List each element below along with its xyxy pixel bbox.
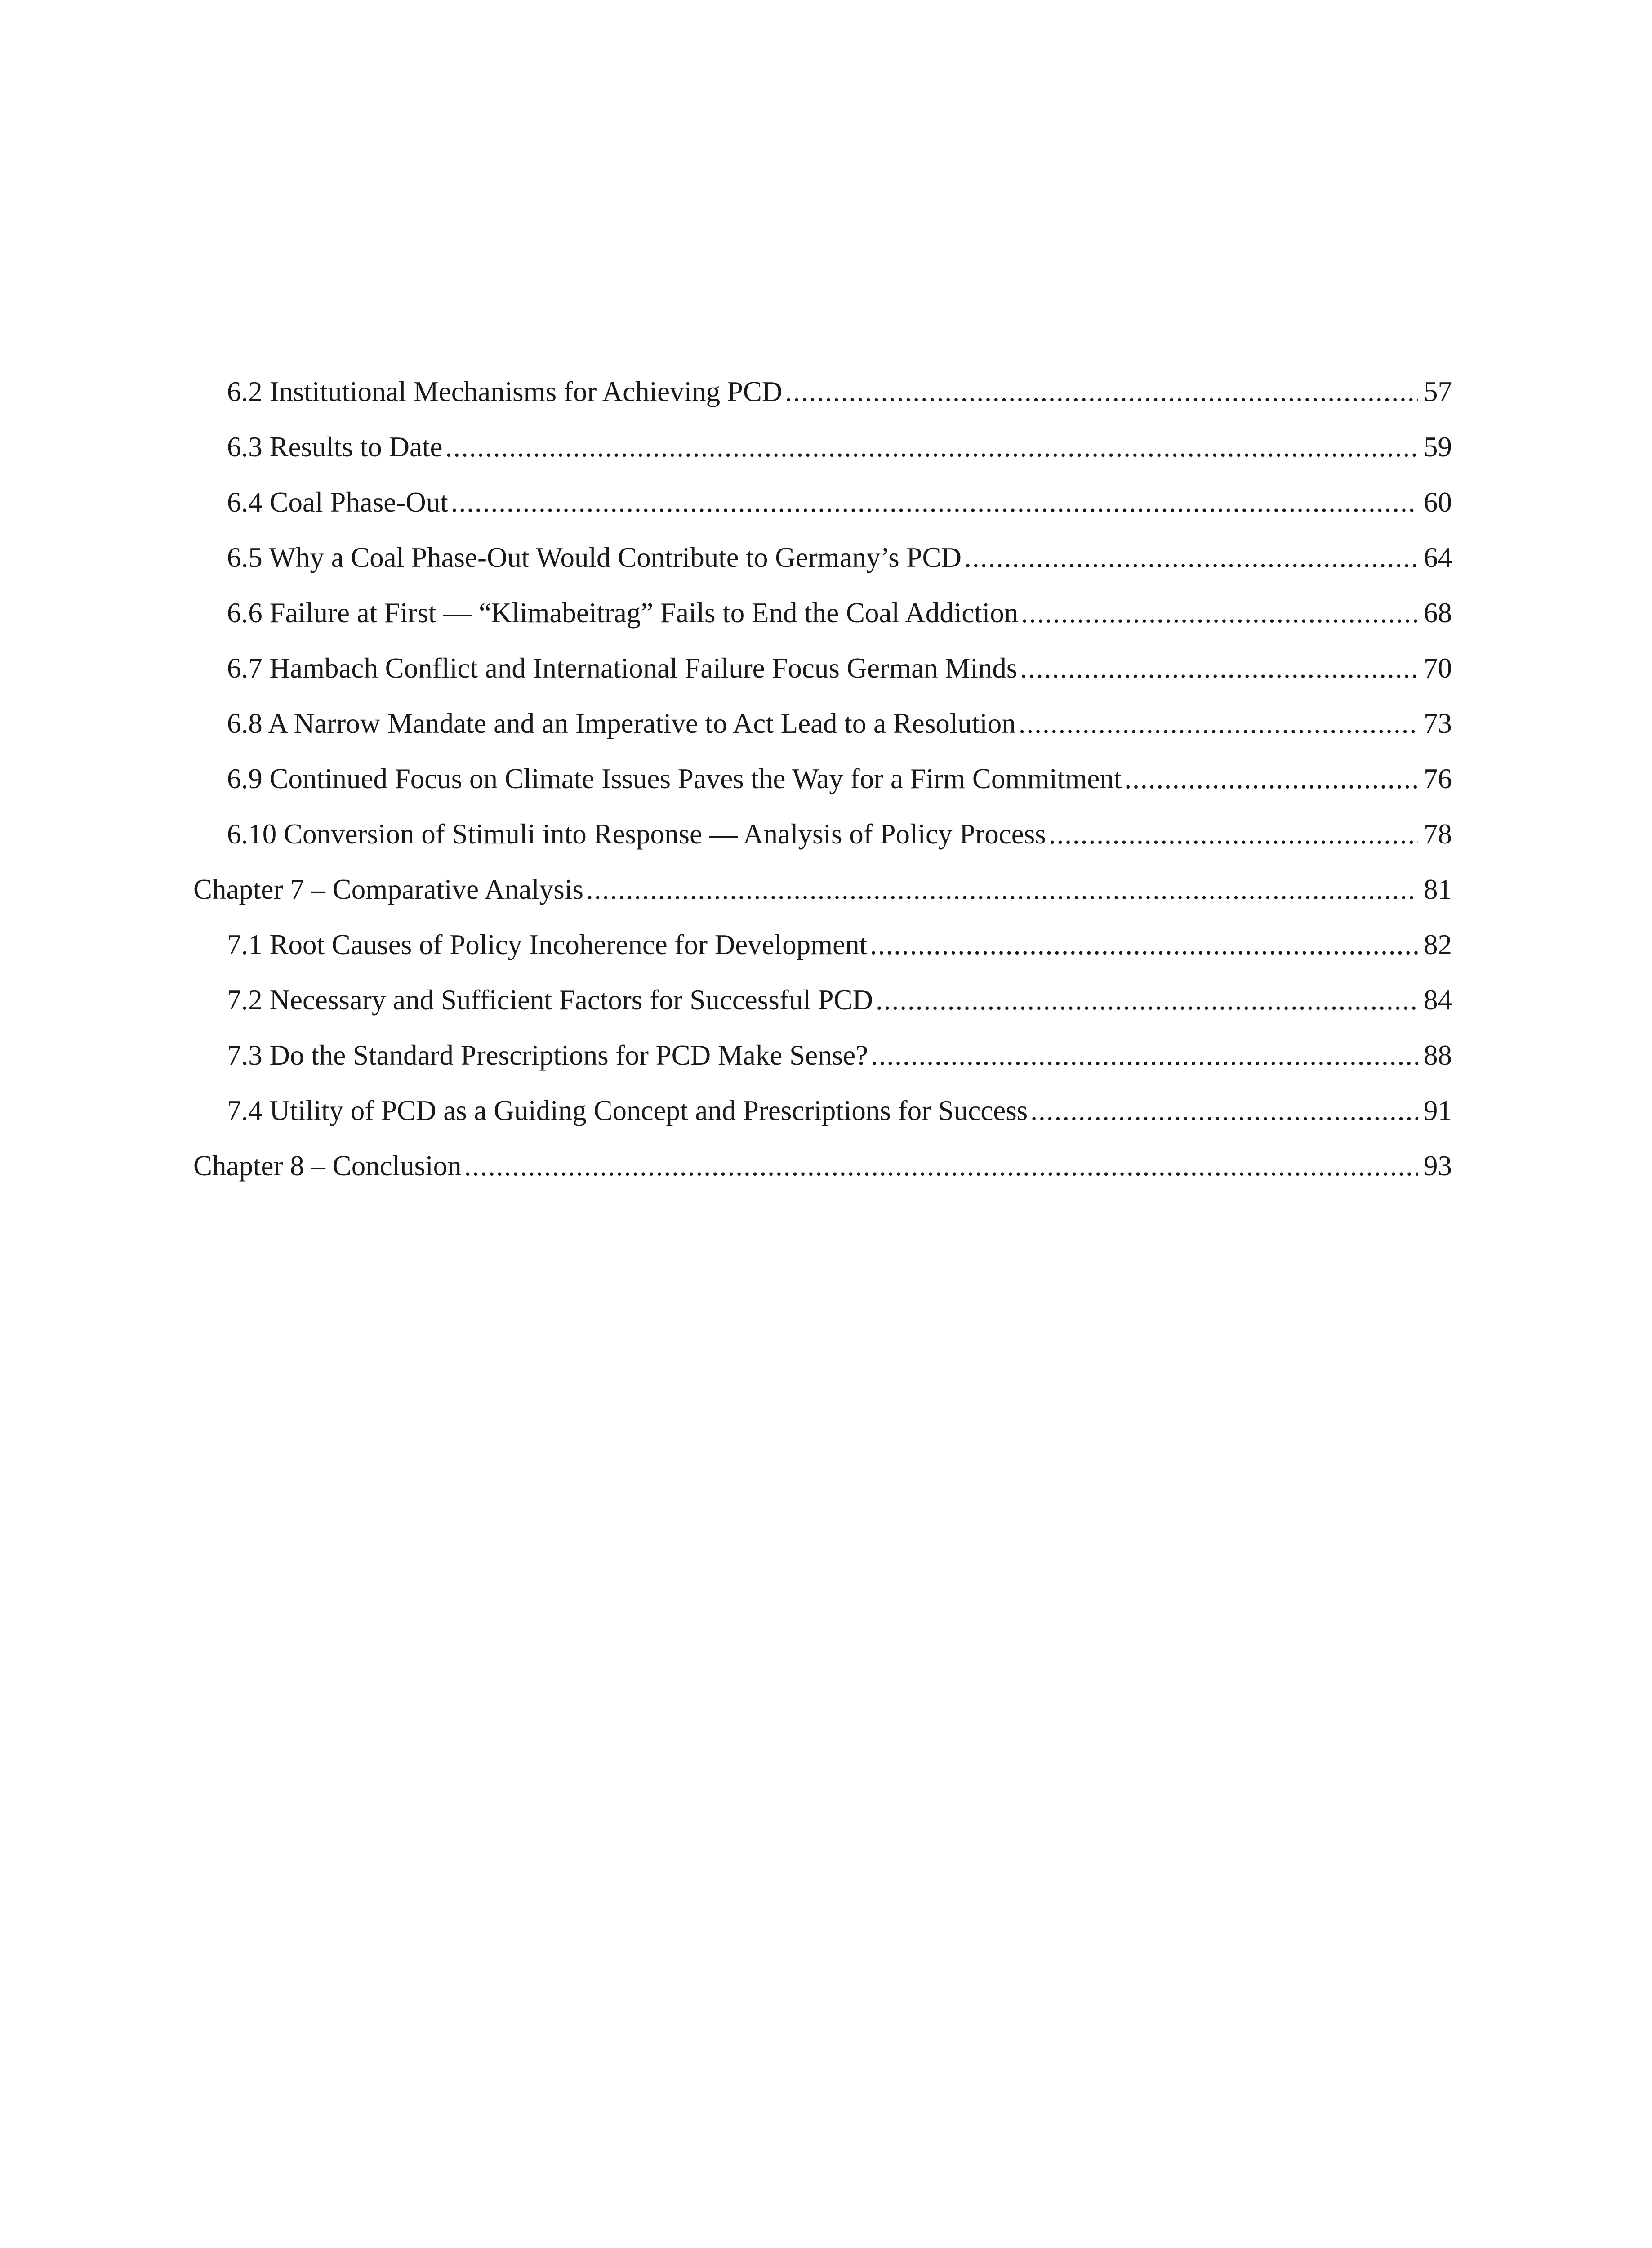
toc-entry-6-2[interactable]	[193, 364, 1452, 419]
toc-entry-6-8[interactable]	[193, 696, 1452, 751]
toc-entry-6-4[interactable]	[193, 475, 1452, 530]
toc-entry-title: 6.6 Failure at First — “Klimabeitrag” Fails to End the Coal Addiction	[227, 597, 1019, 629]
toc-entry-title: 6.9 Continued Focus on Climate Issues Paves the Way for a Firm Commitment	[227, 763, 1122, 794]
toc-entry-title: 7.1 Root Causes of Policy Incoherence for Development	[227, 929, 868, 960]
toc-entry-title: 7.2 Necessary and Sufficient Factors for Successful PCD	[227, 984, 873, 1016]
toc-page-number: 59	[1424, 431, 1452, 463]
toc-entry-7-3[interactable]	[193, 1028, 1452, 1083]
toc-page-number: 76	[1424, 763, 1452, 794]
toc-entry-6-7[interactable]	[193, 641, 1452, 696]
toc-entry-7-1[interactable]	[193, 917, 1452, 972]
toc-dot-leader	[1020, 641, 1418, 696]
toc-page-number: 88	[1424, 1039, 1452, 1071]
toc-dot-leader	[785, 364, 1418, 419]
toc-dot-leader	[876, 972, 1418, 1028]
toc-entry-title: 6.8 A Narrow Mandate and an Imperative to Act Lead to a Resolution	[227, 708, 1016, 739]
toc-dot-leader	[1021, 585, 1418, 641]
toc-page-number: 93	[1424, 1150, 1452, 1182]
toc-page-number: 60	[1424, 486, 1452, 518]
toc-page-number: 70	[1424, 652, 1452, 684]
toc-dot-leader	[1124, 751, 1418, 807]
toc-dot-leader	[451, 475, 1418, 530]
toc-entry-title: 6.5 Why a Coal Phase-Out Would Contribute to Germany’s PCD	[227, 542, 962, 573]
toc-page-number: 84	[1424, 984, 1452, 1016]
toc-page-number: 57	[1424, 376, 1452, 407]
toc-dot-leader	[964, 530, 1418, 585]
toc-dot-leader	[871, 1028, 1418, 1083]
toc-page-number: 68	[1424, 597, 1452, 629]
toc-entry-title: 6.3 Results to Date	[227, 431, 443, 463]
toc-dot-leader	[1019, 696, 1418, 751]
toc-entry-6-6[interactable]	[193, 585, 1452, 641]
toc-entry-title: 6.2 Institutional Mechanisms for Achieving PCD	[227, 376, 783, 407]
toc-entry-chapter-8[interactable]	[193, 1138, 1452, 1194]
toc-entry-title: 7.4 Utility of PCD as a Guiding Concept and Prescriptions for Success	[227, 1095, 1028, 1126]
toc-page-number: 82	[1424, 929, 1452, 960]
toc-entry-6-3[interactable]	[193, 419, 1452, 475]
toc-page-number: 91	[1424, 1095, 1452, 1126]
toc-entry-title: 6.4 Coal Phase-Out	[227, 486, 448, 518]
toc-dot-leader	[586, 862, 1418, 917]
toc-page-number: 73	[1424, 708, 1452, 739]
toc-dot-leader	[1030, 1083, 1418, 1138]
toc-page-number: 64	[1424, 542, 1452, 573]
table-of-contents	[193, 364, 1452, 1194]
toc-entry-title: 6.10 Conversion of Stimuli into Response — Analysis of Policy Process	[227, 818, 1046, 850]
toc-entry-title: 6.7 Hambach Conflict and International Failure Focus German Minds	[227, 652, 1018, 684]
toc-dot-leader	[445, 419, 1418, 475]
toc-entry-7-2[interactable]	[193, 972, 1452, 1028]
toc-entry-title: Chapter 8 – Conclusion	[193, 1150, 462, 1182]
toc-entry-6-9[interactable]	[193, 751, 1452, 807]
toc-dot-leader	[464, 1138, 1418, 1194]
toc-page-number: 81	[1424, 874, 1452, 905]
toc-page-number: 78	[1424, 818, 1452, 850]
toc-entry-title: Chapter 7 – Comparative Analysis	[193, 874, 583, 905]
toc-dot-leader	[1049, 807, 1418, 862]
toc-dot-leader	[870, 917, 1418, 972]
toc-entry-7-4[interactable]	[193, 1083, 1452, 1138]
toc-entry-chapter-7[interactable]	[193, 862, 1452, 917]
toc-entry-6-10[interactable]	[193, 807, 1452, 862]
toc-entry-6-5[interactable]	[193, 530, 1452, 585]
toc-entry-title: 7.3 Do the Standard Prescriptions for PCD Make Sense?	[227, 1039, 868, 1071]
